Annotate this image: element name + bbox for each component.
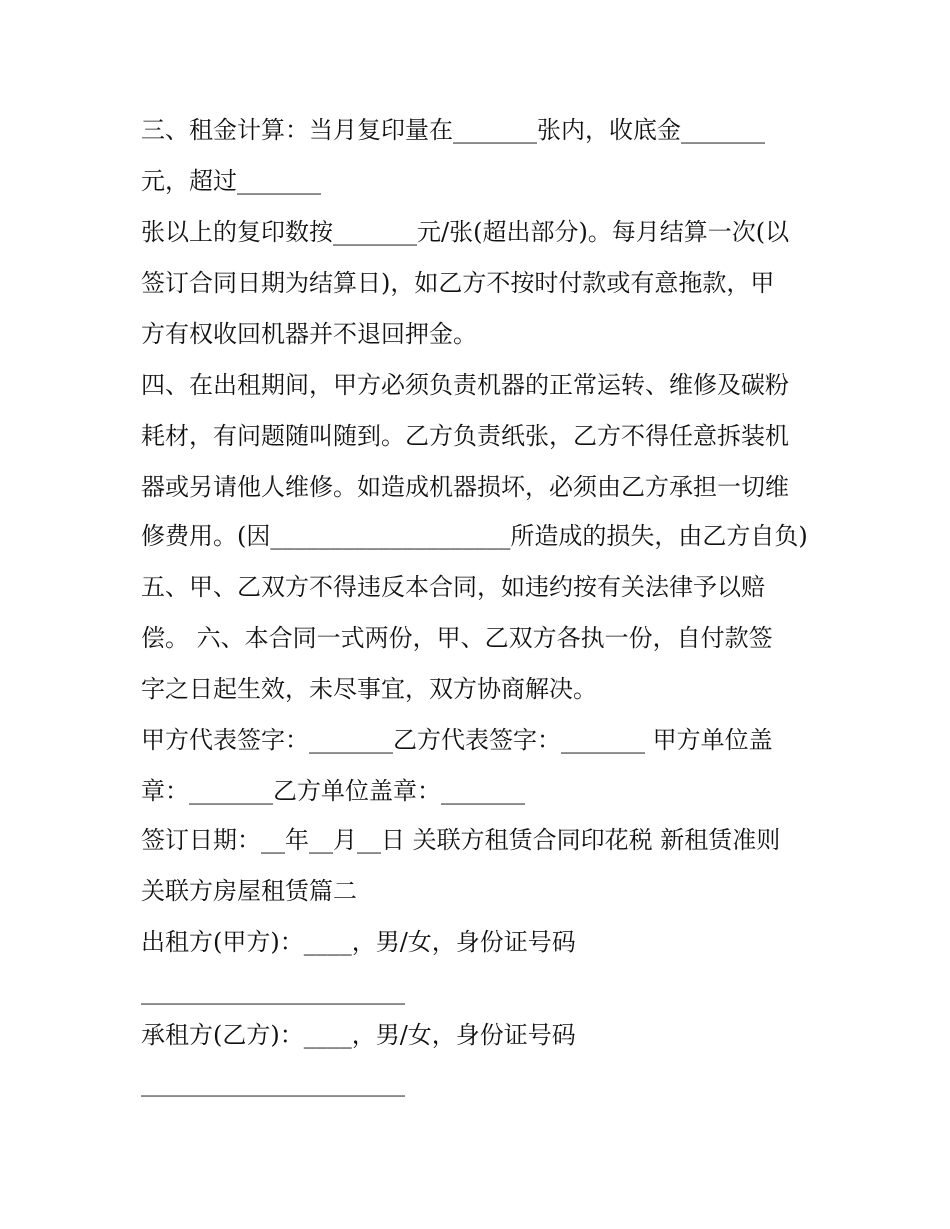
text-line: 签订日期：__年__月__日 关联方租赁合同印花税 新租赁准则 bbox=[141, 826, 781, 854]
text-line: ______________________ bbox=[141, 977, 405, 1005]
text-line: 章：_______乙方单位盖章：_______ bbox=[141, 777, 525, 805]
text-line: 字之日起生效，未尽事宜，双方协商解决。 bbox=[141, 675, 597, 703]
text-line: 五、甲、乙双方不得违反本合同，如违约按有关法律予以赔 bbox=[141, 573, 765, 601]
text-line: 方有权收回机器并不退回押金。 bbox=[141, 320, 477, 348]
text-line: 修费用。(因____________________所造成的损失，由乙方自负) bbox=[141, 522, 808, 550]
text-line: 元，超过_______ bbox=[141, 167, 321, 195]
text-line: 三、租金计算：当月复印量在_______张内，收底金_______ bbox=[141, 116, 765, 144]
text-line: ______________________ bbox=[141, 1069, 405, 1097]
text-line: 偿。 六、本合同一式两份，甲、乙双方各执一份，自付款签 bbox=[141, 624, 773, 652]
text-line: 四、在出租期间，甲方必须负责机器的正常运转、维修及碳粉 bbox=[141, 371, 789, 399]
text-line: 器或另请他人维修。如造成机器损坏，必须由乙方承担一切维 bbox=[141, 473, 789, 501]
text-line: 甲方代表签字：_______乙方代表签字：_______ 甲方单位盖 bbox=[141, 726, 773, 754]
text-line: 关联方房屋租赁篇二 bbox=[141, 877, 357, 905]
text-line: 签订合同日期为结算日)，如乙方不按时付款或有意拖款，甲 bbox=[141, 269, 775, 297]
text-line: 出租方(甲方)：____，男/女，身份证号码 bbox=[141, 928, 576, 956]
text-line: 耗材，有问题随叫随到。乙方负责纸张，乙方不得任意拆装机 bbox=[141, 422, 789, 450]
text-line: 张以上的复印数按_______元/张(超出部分)。每月结算一次(以 bbox=[141, 218, 790, 246]
text-line: 承租方(乙方)：____，男/女，身份证号码 bbox=[141, 1021, 576, 1049]
